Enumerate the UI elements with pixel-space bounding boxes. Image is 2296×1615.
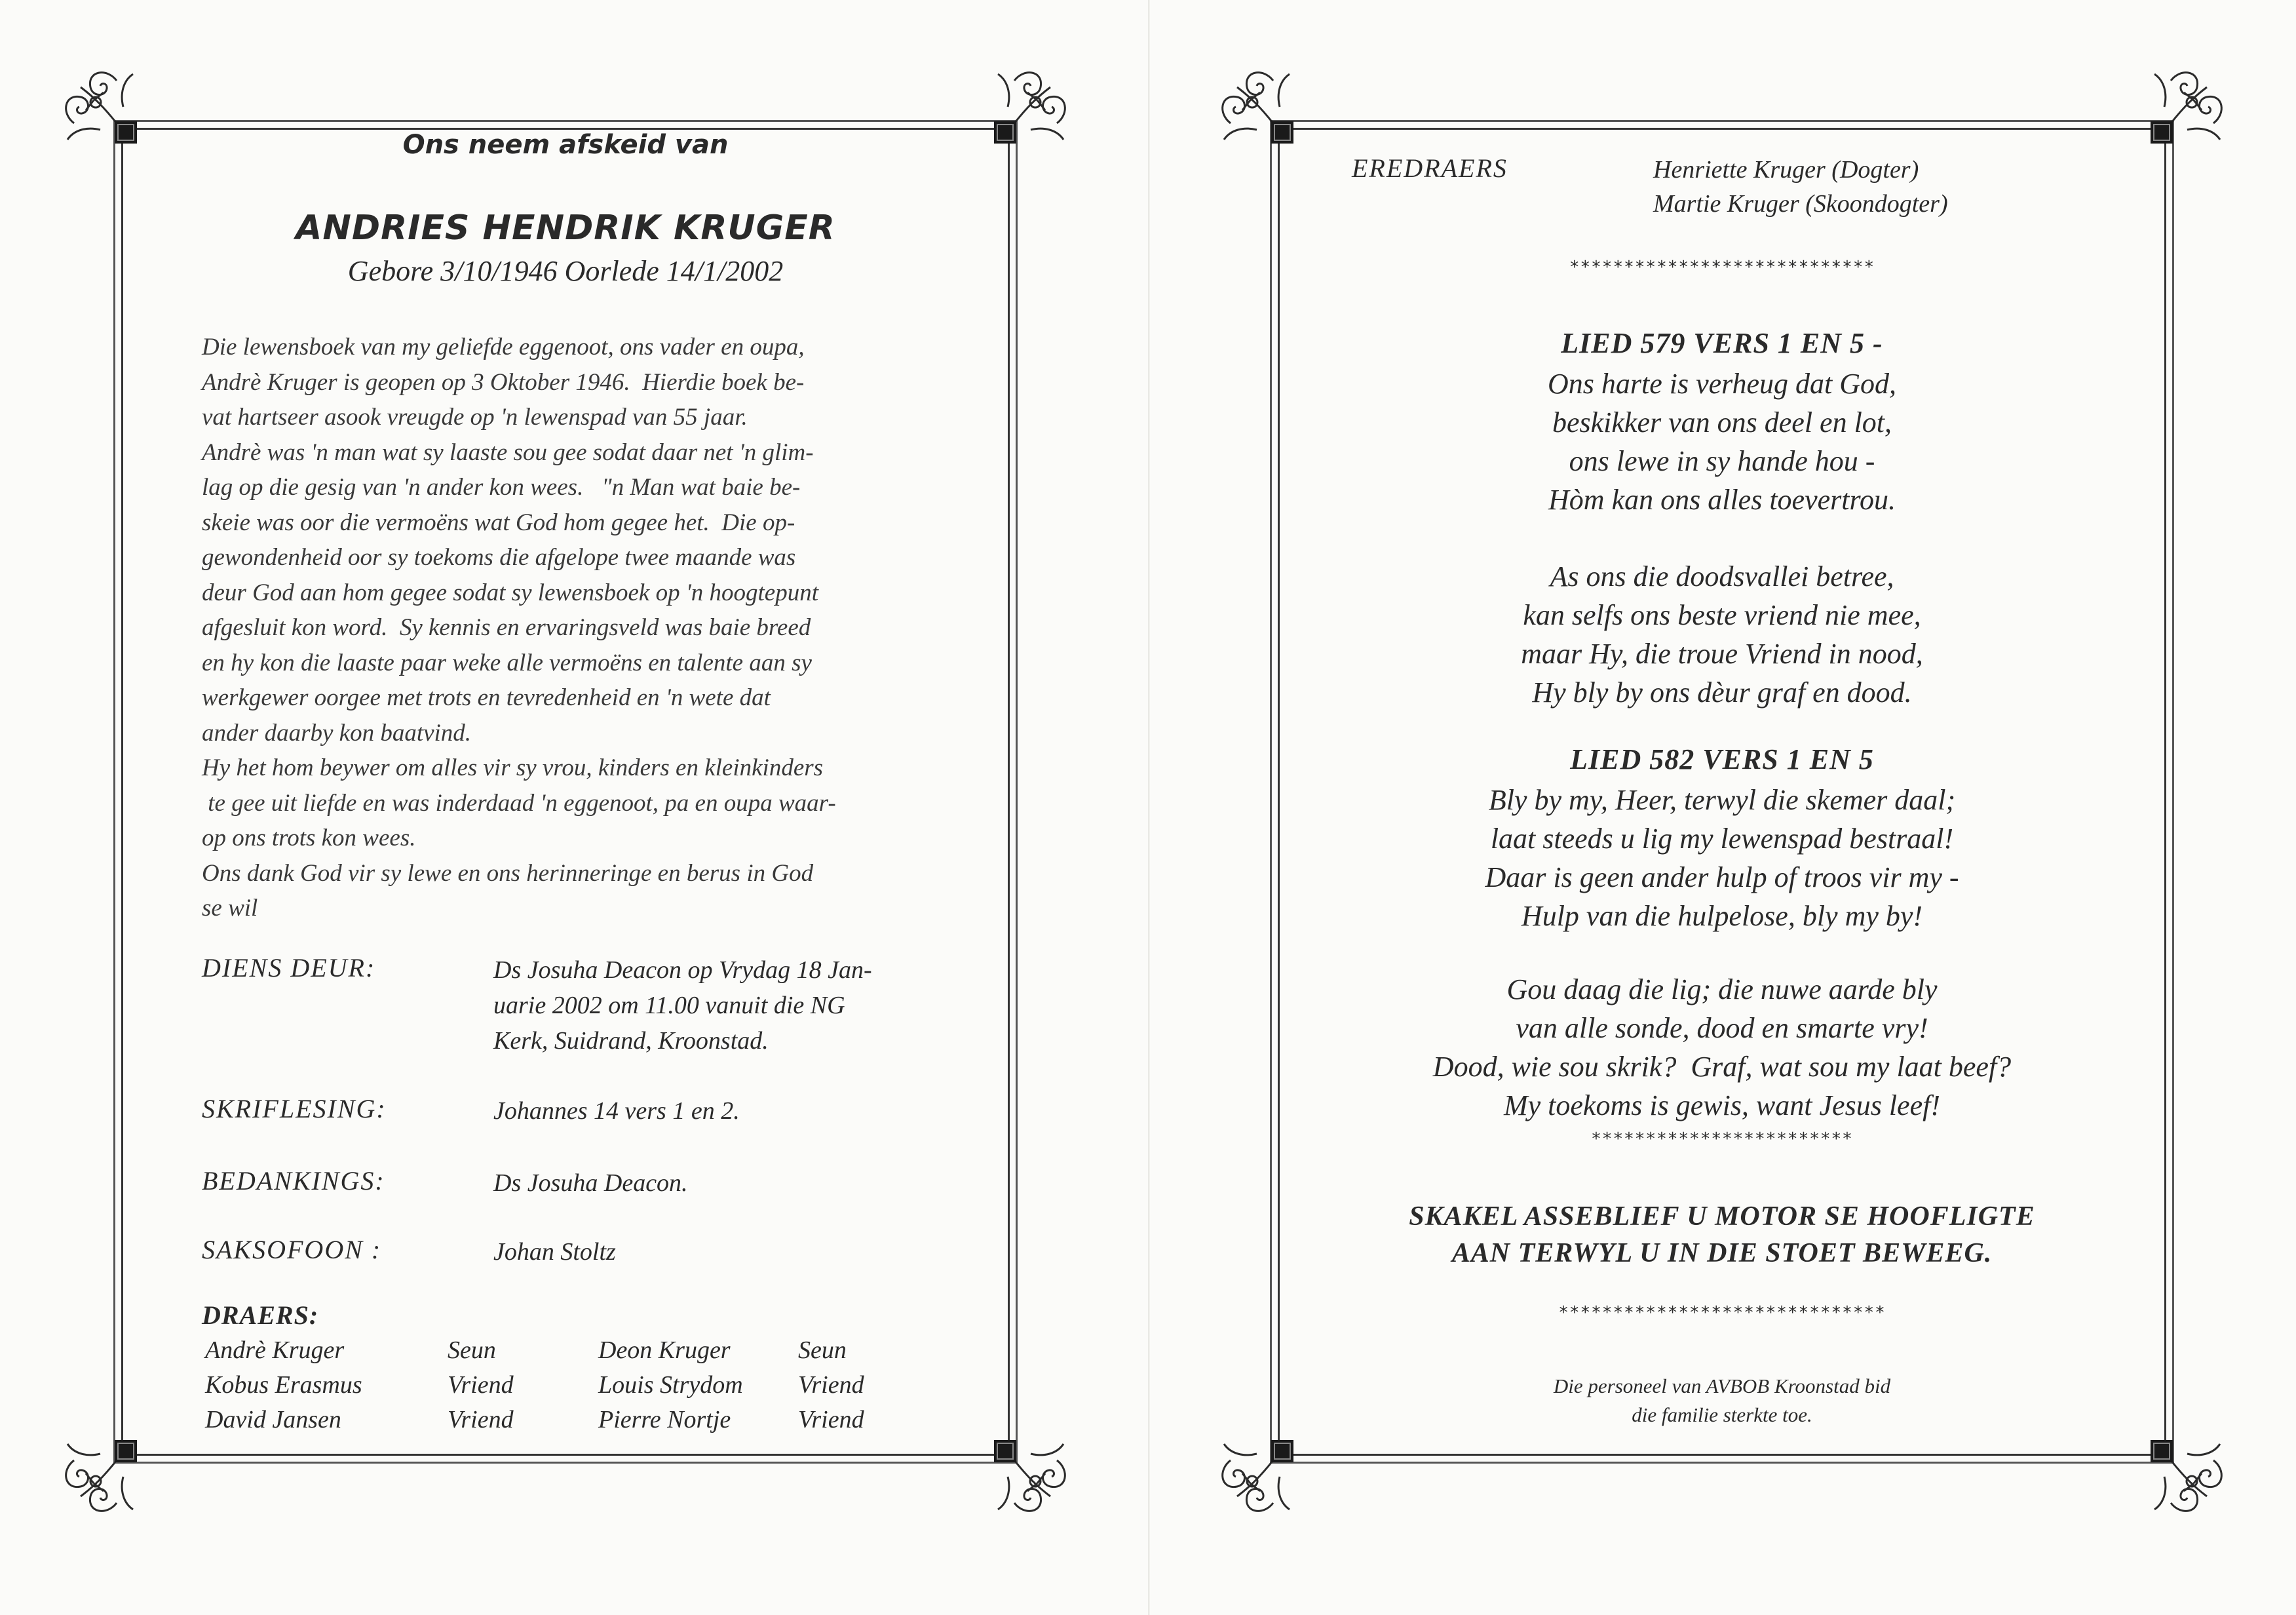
- fleur-de-lis-ornament-icon: [2122, 61, 2233, 172]
- bearer-role: Seun: [798, 1336, 847, 1364]
- deceased-name: ANDRIES HENDRIK KRUGER: [296, 208, 835, 248]
- service-label: SKRIFLESING:: [202, 1094, 387, 1123]
- hymn-1-verse-1: Ons harte is verheug dat God, beskikker van ons deel en lot, ons lewe in sy hande hou - Hòm kan ons alles toevertrou.: [1547, 368, 1897, 516]
- fleur-de-lis-ornament-icon: [1211, 61, 1322, 172]
- tribute-text: Die lewensboek van my geliefde eggenoot, ons vader en oupa, Andrè Kruger is geopen op 3 Oktober 1946. Hierdie boek be- vat hartseer asook vreugde op 'n lewenspad van 55 jaar. Andrè was 'n man wat sy laaste sou gee sodat daar net 'n glim- lag op die gesig van 'n ander kon wees. "n Man wat baie be- skeie was oor die vermoëns wat God hom gegee het. Die op- gewondenheid oor sy toekoms die afgelope twee maande was deur God aan hom gegee sodat sy lewensboek op 'n hoogtepunt afgesluit kon word. Sy kennis en ervaringsveld was baie breed en hy kon die laaste paar weke alle vermoëns en talente aan sy werkgewer oorgee met trots en tevredenheid en 'n wete dat ander daarby kon baatvind. Hy het hom beywer om alles vir sy vrou, kinders en kleinkinders te gee uit liefde en was inderdaad 'n eggenoot, pa en oupa waar- op ons trots kon wees. Ons dank God vir sy lewe en ons herinneringe en berus in God se wil: [202, 334, 836, 922]
- hymn-2-title: LIED 582 VERS 1 EN 5: [1570, 743, 1874, 775]
- honorary-bearers-names: Henriette Kruger (Dogter) Martie Kruger (Skoondogter): [1653, 156, 1948, 218]
- headlights-notice: SKAKEL ASSEBLIEF U MOTOR SE HOOFLIGTE AAN TERWYL U IN DIE STOET BEWEEG.: [1409, 1201, 2035, 1268]
- bearer-name: Kobus Erasmus: [205, 1371, 362, 1399]
- service-label: SAKSOFOON :: [202, 1235, 382, 1264]
- farewell-heading: Ons neem afskeid van: [402, 130, 729, 160]
- service-label: BEDANKINGS:: [202, 1166, 385, 1196]
- bearer-role: Vriend: [448, 1406, 514, 1433]
- hymn-2-verse-1: Bly by my, Heer, terwyl die skemer daal; laat steeds u lig my lewenspad bestraal! Daar is geen ander hulp of troos vir my - Hulp van die hulpelose, bly my by!: [1485, 784, 1959, 932]
- bearer-name: Andrè Kruger: [205, 1336, 345, 1364]
- bearer-name: David Jansen: [205, 1406, 341, 1433]
- right-page-frame: [1278, 128, 2166, 1456]
- service-value: Johannes 14 vers 1 en 2.: [493, 1097, 740, 1125]
- service-label: DIENS DEUR:: [202, 953, 376, 983]
- bearer-name: Deon Kruger: [598, 1336, 731, 1364]
- service-value: Johan Stoltz: [493, 1238, 616, 1266]
- bearer-name: Pierre Nortje: [598, 1406, 731, 1433]
- bearer-name: Louis Strydom: [598, 1371, 743, 1399]
- bearer-role: Vriend: [448, 1371, 514, 1399]
- star-divider: ******************************: [1558, 1303, 1886, 1323]
- bearers-title: DRAERS:: [202, 1300, 319, 1330]
- fleur-de-lis-ornament-icon: [54, 1411, 166, 1523]
- hymn-1-verse-2: As ons die doodsvallei betree, kan selfs ons beste vriend nie mee, maar Hy, die troue Vriend in nood, Hy bly by ons dèur graf en dood.: [1521, 560, 1923, 709]
- page-fold: [1148, 0, 1150, 1615]
- star-divider: ************************: [1591, 1129, 1853, 1149]
- bearer-role: Seun: [448, 1336, 496, 1364]
- star-divider: ****************************: [1569, 258, 1875, 277]
- honorary-bearers-label: EREDRAERS: [1352, 153, 1508, 183]
- bearer-role: Vriend: [798, 1406, 864, 1433]
- fleur-de-lis-ornament-icon: [965, 1411, 1077, 1523]
- birth-death-dates: Gebore 3/10/1946 Oorlede 14/1/2002: [347, 255, 784, 287]
- hymn-2-verse-2: Gou daag die lig; die nuwe aarde bly van alle sonde, dood en smarte vry! Dood, wie sou skrik? Graf, wat sou my laat beef? My toekoms is gewis, want Jesus leef!: [1432, 973, 2012, 1121]
- service-value: Ds Josuha Deacon op Vrydag 18 Jan- uarie 2002 om 11.00 vanuit die NG Kerk, Suidrand, Kroonstad.: [493, 956, 872, 1055]
- service-value: Ds Josuha Deacon.: [493, 1169, 688, 1197]
- left-page-frame: [121, 128, 1010, 1456]
- bearer-role: Vriend: [798, 1371, 864, 1399]
- hymn-1-title: LIED 579 VERS 1 EN 5 -: [1561, 327, 1883, 359]
- avbob-footer: Die personeel van AVBOB Kroonstad bid die familie sterkte toe.: [1553, 1374, 1891, 1426]
